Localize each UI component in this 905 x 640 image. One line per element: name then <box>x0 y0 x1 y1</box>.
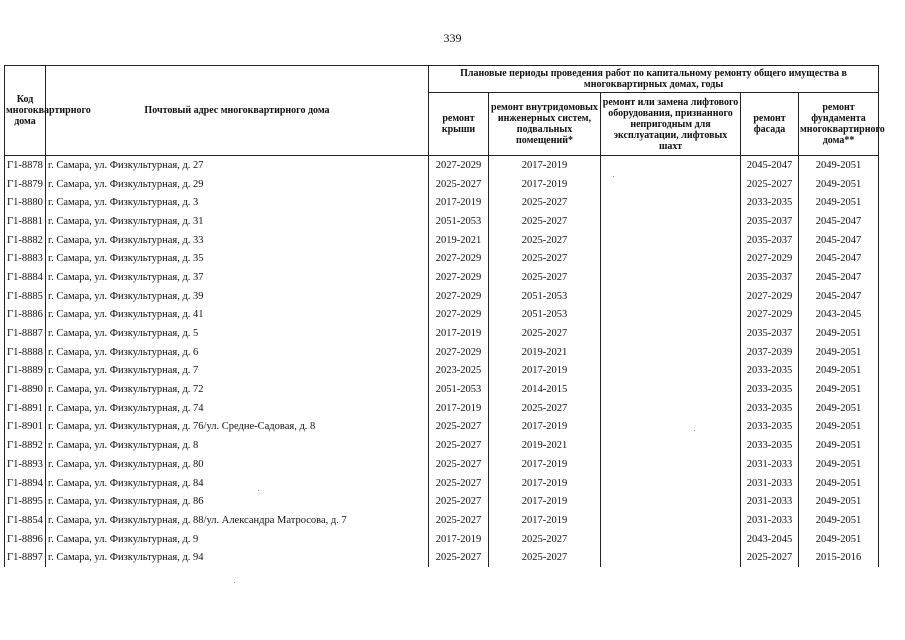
facade-period: 2035-2037 <box>741 231 799 250</box>
foundation-period: 2045-2047 <box>799 212 879 231</box>
scan-speck <box>694 430 695 431</box>
foundation-period: 2049-2051 <box>799 380 879 399</box>
house-address: г. Самара, ул. Физкультурная, д. 80 <box>46 455 429 474</box>
engineering-period: 2025-2027 <box>489 231 601 250</box>
house-address: г. Самара, ул. Физкультурная, д. 72 <box>46 380 429 399</box>
facade-period: 2033-2035 <box>741 362 799 381</box>
engineering-period: 2051-2053 <box>489 287 601 306</box>
house-address: г. Самара, ул. Физкультурная, д. 5 <box>46 324 429 343</box>
foundation-period: 2015-2016 <box>799 548 879 567</box>
roof-period: 2051-2053 <box>429 212 489 231</box>
table-row <box>5 156 879 175</box>
table-row <box>5 343 879 362</box>
roof-period: 2051-2053 <box>429 380 489 399</box>
house-address: г. Самара, ул. Физкультурная, д. 3 <box>46 193 429 212</box>
engineering-period: 2025-2027 <box>489 548 601 567</box>
scan-speck <box>258 490 259 491</box>
facade-period: 2033-2035 <box>741 193 799 212</box>
table-body <box>5 156 879 568</box>
table-row <box>5 193 879 212</box>
roof-period: 2025-2027 <box>429 418 489 437</box>
engineering-period: 2025-2027 <box>489 249 601 268</box>
table-row <box>5 306 879 325</box>
roof-period: 2027-2029 <box>429 287 489 306</box>
house-address: г. Самара, ул. Физкультурная, д. 29 <box>46 175 429 194</box>
table-row <box>5 175 879 194</box>
engineering-period: 2025-2027 <box>489 530 601 549</box>
elevator-period <box>601 530 741 549</box>
house-code: Г1-8890 <box>5 380 46 399</box>
facade-period: 2025-2027 <box>741 548 799 567</box>
house-code: Г1-8885 <box>5 287 46 306</box>
engineering-period: 2019-2021 <box>489 436 601 455</box>
house-address: г. Самара, ул. Физкультурная, д. 7 <box>46 362 429 381</box>
elevator-period <box>601 324 741 343</box>
header-facade: ремонт фасада <box>741 93 799 156</box>
foundation-period: 2049-2051 <box>799 324 879 343</box>
facade-period: 2043-2045 <box>741 530 799 549</box>
facade-period: 2027-2029 <box>741 249 799 268</box>
table-row <box>5 530 879 549</box>
roof-period: 2027-2029 <box>429 268 489 287</box>
house-code: Г1-8889 <box>5 362 46 381</box>
foundation-period: 2045-2047 <box>799 268 879 287</box>
facade-period: 2031-2033 <box>741 511 799 530</box>
engineering-period: 2017-2019 <box>489 156 601 175</box>
facade-period: 2035-2037 <box>741 324 799 343</box>
house-address: г. Самара, ул. Физкультурная, д. 35 <box>46 249 429 268</box>
roof-period: 2017-2019 <box>429 324 489 343</box>
facade-period: 2031-2033 <box>741 474 799 493</box>
facade-period: 2031-2033 <box>741 455 799 474</box>
table-row <box>5 380 879 399</box>
facade-period: 2033-2035 <box>741 380 799 399</box>
roof-period: 2023-2025 <box>429 362 489 381</box>
engineering-period: 2025-2027 <box>489 324 601 343</box>
house-address: г. Самара, ул. Физкультурная, д. 39 <box>46 287 429 306</box>
elevator-period <box>601 436 741 455</box>
facade-period: 2031-2033 <box>741 492 799 511</box>
house-code: Г1-8878 <box>5 156 46 175</box>
facade-period: 2045-2047 <box>741 156 799 175</box>
foundation-period: 2049-2051 <box>799 362 879 381</box>
table-row <box>5 324 879 343</box>
page-number: 339 <box>443 31 462 45</box>
header-foundation: ремонт фундамента многоквартирного дома** <box>799 93 879 156</box>
table-row <box>5 474 879 493</box>
house-code: Г1-8880 <box>5 193 46 212</box>
foundation-period: 2049-2051 <box>799 175 879 194</box>
house-code: Г1-8854 <box>5 511 46 530</box>
house-code: Г1-8897 <box>5 548 46 567</box>
engineering-period: 2051-2053 <box>489 306 601 325</box>
table-row <box>5 249 879 268</box>
elevator-period <box>601 548 741 567</box>
house-address: г. Самара, ул. Физкультурная, д. 37 <box>46 268 429 287</box>
house-code: Г1-8886 <box>5 306 46 325</box>
table-row <box>5 399 879 418</box>
engineering-period: 2017-2019 <box>489 474 601 493</box>
elevator-period <box>601 418 741 437</box>
foundation-period: 2049-2051 <box>799 193 879 212</box>
elevator-period <box>601 343 741 362</box>
house-code: Г1-8894 <box>5 474 46 493</box>
house-address: г. Самара, ул. Физкультурная, д. 9 <box>46 530 429 549</box>
table-row <box>5 268 879 287</box>
engineering-period: 2017-2019 <box>489 492 601 511</box>
house-address: г. Самара, ул. Физкультурная, д. 76/ул. Средне-Садовая, д. 8 <box>46 418 429 437</box>
roof-period: 2019-2021 <box>429 231 489 250</box>
foundation-period: 2045-2047 <box>799 249 879 268</box>
house-code: Г1-8881 <box>5 212 46 231</box>
engineering-period: 2025-2027 <box>489 268 601 287</box>
roof-period: 2017-2019 <box>429 193 489 212</box>
engineering-period: 2014-2015 <box>489 380 601 399</box>
capital-repair-table <box>4 65 885 567</box>
house-code: Г1-8888 <box>5 343 46 362</box>
foundation-period: 2049-2051 <box>799 511 879 530</box>
table-row <box>5 212 879 231</box>
engineering-period: 2025-2027 <box>489 193 601 212</box>
house-code: Г1-8893 <box>5 455 46 474</box>
table-row <box>5 548 879 567</box>
facade-period: 2035-2037 <box>741 212 799 231</box>
engineering-period: 2017-2019 <box>489 362 601 381</box>
roof-period: 2027-2029 <box>429 249 489 268</box>
facade-period: 2033-2035 <box>741 418 799 437</box>
foundation-period: 2049-2051 <box>799 156 879 175</box>
header-engineering: ремонт внутридомовых инженерных систем, подвальных помещений* <box>489 93 601 156</box>
scan-speck <box>234 582 235 583</box>
header-elevator: ремонт или замена лифтового оборудования, признанного непригодным для эксплуатации, лифтовых шахт <box>601 93 741 156</box>
table-row <box>5 362 879 381</box>
roof-period: 2025-2027 <box>429 175 489 194</box>
elevator-period <box>601 287 741 306</box>
header-periods-group: Плановые периоды проведения работ по капитальному ремонту общего имущества в многоквартирных домах, годы <box>429 66 879 93</box>
house-address: г. Самара, ул. Физкультурная, д. 31 <box>46 212 429 231</box>
house-code: Г1-8895 <box>5 492 46 511</box>
elevator-period <box>601 212 741 231</box>
roof-period: 2017-2019 <box>429 399 489 418</box>
roof-period: 2017-2019 <box>429 530 489 549</box>
roof-period: 2025-2027 <box>429 436 489 455</box>
elevator-period <box>601 249 741 268</box>
house-code: Г1-8884 <box>5 268 46 287</box>
foundation-period: 2043-2045 <box>799 306 879 325</box>
house-code: Г1-8882 <box>5 231 46 250</box>
engineering-period: 2017-2019 <box>489 418 601 437</box>
roof-period: 2027-2029 <box>429 156 489 175</box>
house-code: Г1-8901 <box>5 418 46 437</box>
house-code: Г1-8887 <box>5 324 46 343</box>
foundation-period: 2049-2051 <box>799 436 879 455</box>
table-row <box>5 418 879 437</box>
foundation-period: 2049-2051 <box>799 455 879 474</box>
roof-period: 2025-2027 <box>429 492 489 511</box>
engineering-period: 2025-2027 <box>489 399 601 418</box>
header-code: Код многоквартирного дома <box>5 66 46 156</box>
facade-period: 2025-2027 <box>741 175 799 194</box>
foundation-period: 2049-2051 <box>799 343 879 362</box>
roof-period: 2025-2027 <box>429 474 489 493</box>
elevator-period <box>601 268 741 287</box>
facade-period: 2033-2035 <box>741 399 799 418</box>
foundation-period: 2049-2051 <box>799 492 879 511</box>
facade-period: 2035-2037 <box>741 268 799 287</box>
house-code: Г1-8892 <box>5 436 46 455</box>
facade-period: 2027-2029 <box>741 306 799 325</box>
elevator-period <box>601 492 741 511</box>
roof-period: 2025-2027 <box>429 548 489 567</box>
table-row <box>5 287 879 306</box>
elevator-period <box>601 306 741 325</box>
engineering-period: 2025-2027 <box>489 212 601 231</box>
roof-period: 2027-2029 <box>429 306 489 325</box>
house-address: г. Самара, ул. Физкультурная, д. 88/ул. Александра Матросова, д. 7 <box>46 511 429 530</box>
table-row <box>5 231 879 250</box>
house-address: г. Самара, ул. Физкультурная, д. 86 <box>46 492 429 511</box>
facade-period: 2037-2039 <box>741 343 799 362</box>
header-address: Почтовый адрес многоквартирного дома <box>46 66 429 156</box>
house-address: г. Самара, ул. Физкультурная, д. 33 <box>46 231 429 250</box>
foundation-period: 2049-2051 <box>799 418 879 437</box>
elevator-period <box>601 399 741 418</box>
table-row <box>5 492 879 511</box>
engineering-period: 2019-2021 <box>489 343 601 362</box>
engineering-period: 2017-2019 <box>489 455 601 474</box>
roof-period: 2027-2029 <box>429 343 489 362</box>
elevator-period <box>601 193 741 212</box>
house-address: г. Самара, ул. Физкультурная, д. 27 <box>46 156 429 175</box>
house-code: Г1-8879 <box>5 175 46 194</box>
elevator-period <box>601 231 741 250</box>
elevator-period <box>601 156 741 175</box>
house-address: г. Самара, ул. Физкультурная, д. 8 <box>46 436 429 455</box>
elevator-period <box>601 362 741 381</box>
house-code: Г1-8896 <box>5 530 46 549</box>
elevator-period <box>601 380 741 399</box>
house-address: г. Самара, ул. Физкультурная, д. 74 <box>46 399 429 418</box>
house-address: г. Самара, ул. Физкультурная, д. 84 <box>46 474 429 493</box>
facade-period: 2027-2029 <box>741 287 799 306</box>
facade-period: 2033-2035 <box>741 436 799 455</box>
elevator-period <box>601 455 741 474</box>
table-row <box>5 455 879 474</box>
engineering-period: 2017-2019 <box>489 175 601 194</box>
elevator-period <box>601 175 741 194</box>
house-address: г. Самара, ул. Физкультурная, д. 6 <box>46 343 429 362</box>
header-roof: ремонт крыши <box>429 93 489 156</box>
house-code: Г1-8891 <box>5 399 46 418</box>
foundation-period: 2049-2051 <box>799 474 879 493</box>
elevator-period <box>601 474 741 493</box>
foundation-period: 2045-2047 <box>799 231 879 250</box>
house-address: г. Самара, ул. Физкультурная, д. 94 <box>46 548 429 567</box>
foundation-period: 2045-2047 <box>799 287 879 306</box>
foundation-period: 2049-2051 <box>799 399 879 418</box>
engineering-period: 2017-2019 <box>489 511 601 530</box>
scan-speck <box>613 176 614 177</box>
roof-period: 2025-2027 <box>429 511 489 530</box>
foundation-period: 2049-2051 <box>799 530 879 549</box>
roof-period: 2025-2027 <box>429 455 489 474</box>
table-row <box>5 436 879 455</box>
house-code: Г1-8883 <box>5 249 46 268</box>
house-address: г. Самара, ул. Физкультурная, д. 41 <box>46 306 429 325</box>
table-row <box>5 511 879 530</box>
elevator-period <box>601 511 741 530</box>
